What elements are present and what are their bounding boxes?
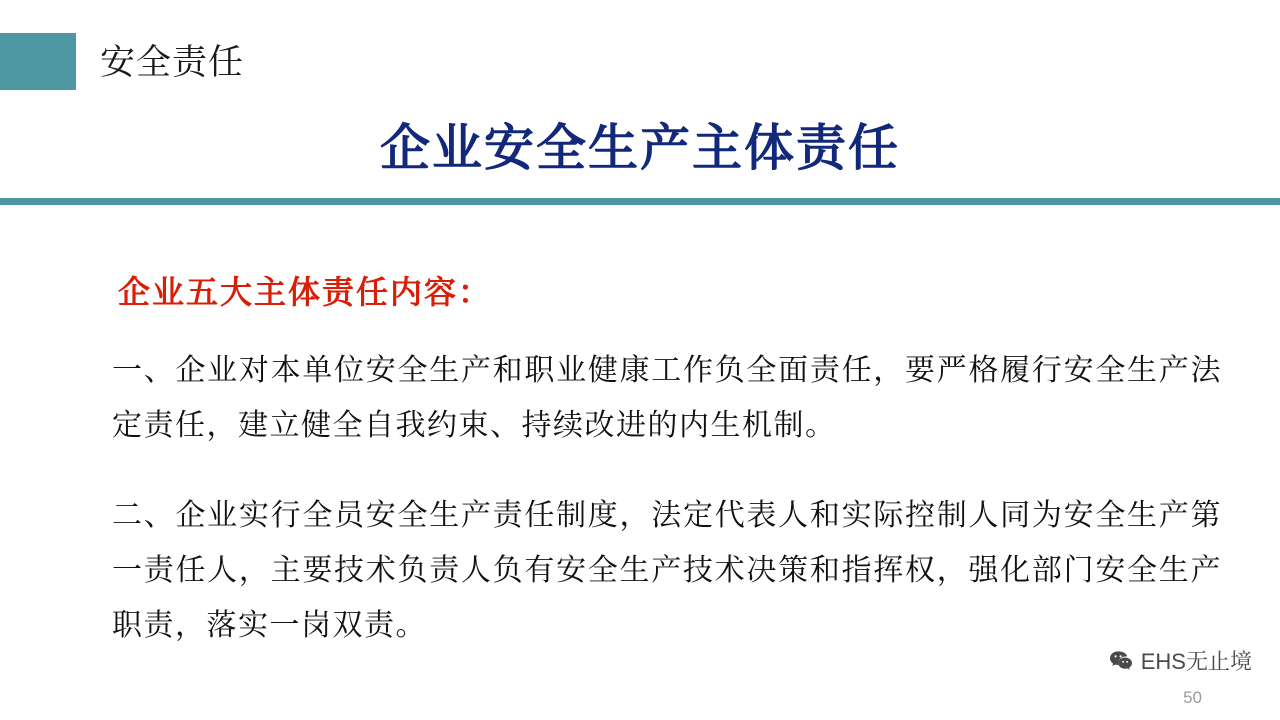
page-title: 企业安全生产主体责任 bbox=[380, 120, 900, 176]
header-section-label: 安全责任 bbox=[100, 43, 245, 82]
header-accent-block bbox=[0, 33, 76, 90]
slide-header bbox=[0, 0, 1280, 205]
header-divider bbox=[0, 198, 1280, 205]
wechat-account-badge bbox=[1108, 645, 1252, 676]
body-paragraph-1: 一、企业对本单位安全生产和职业健康工作负全面责任，要严格履行安全生产法定责任，建立健全自我约束、持续改进的内生机制。 bbox=[112, 354, 1222, 442]
wechat-account-name: EHS无止境 bbox=[1140, 649, 1252, 674]
wechat-icon bbox=[1108, 648, 1134, 674]
slide-body bbox=[0, 205, 1280, 720]
content-heading: 企业五大主体责任内容： bbox=[118, 274, 493, 310]
page-number: 50 bbox=[1183, 688, 1202, 707]
body-paragraph-2: 二、企业实行全员安全生产责任制度，法定代表人和实际控制人同为安全生产第一责任人，主要技术负责人负有安全生产技术决策和指挥权，强化部门安全生产职责，落实一岗双责。 bbox=[112, 499, 1222, 642]
